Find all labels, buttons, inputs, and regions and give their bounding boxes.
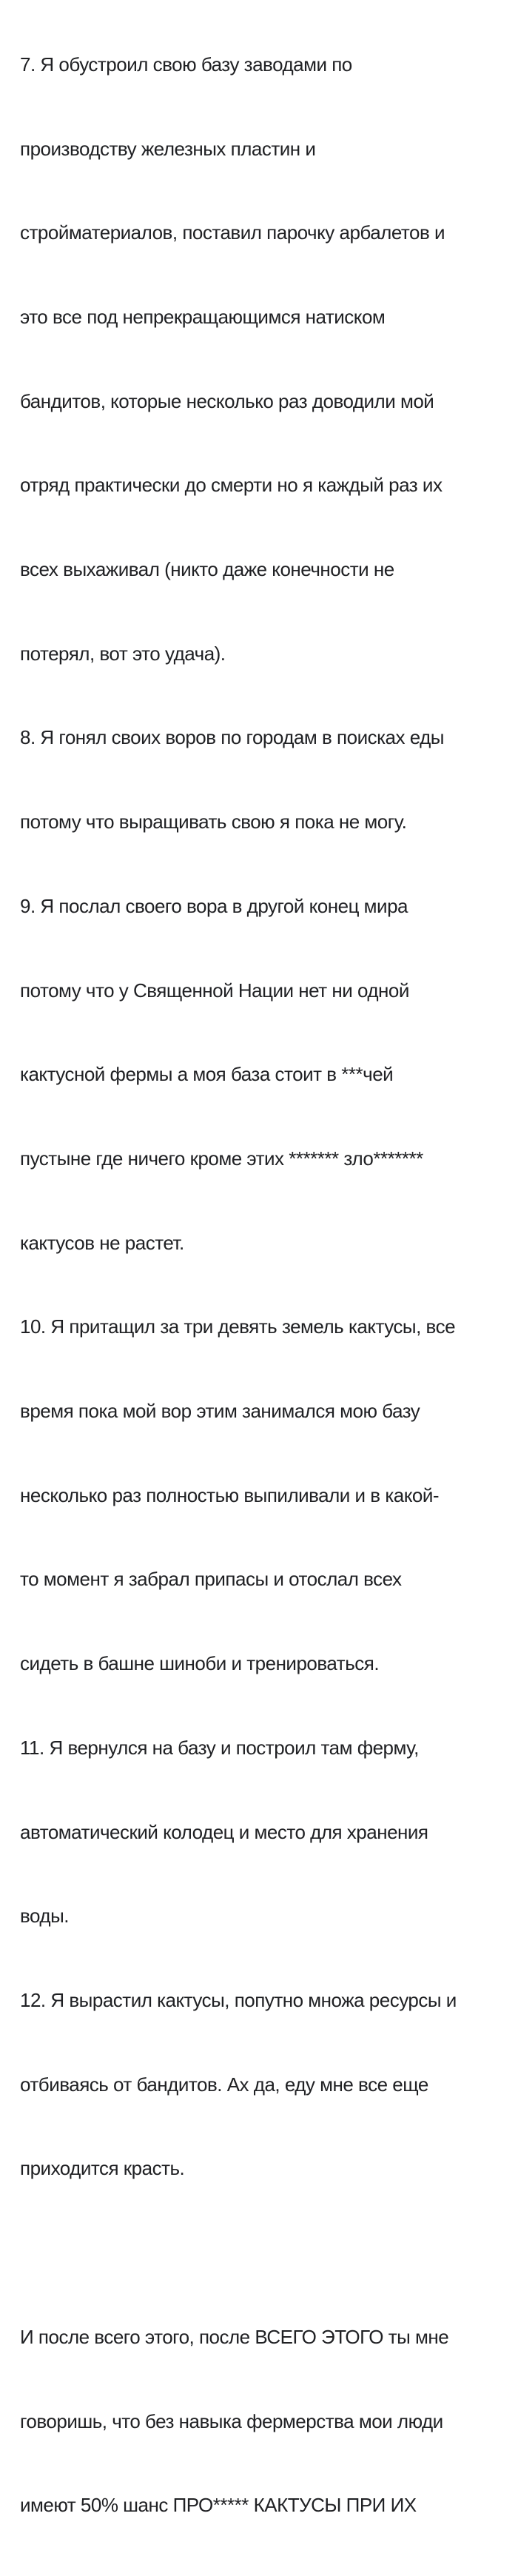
- text-line: 9. Я послал своего вора в другой конец мира: [20, 894, 408, 917]
- text-line: отбиваясь от бандитов. Ах да, еду мне все еще: [20, 2073, 428, 2096]
- text-line: сидеть в башне шиноби и тренироваться.: [20, 1652, 380, 1675]
- text-line: это все под непрекращающимся натиском: [20, 305, 386, 328]
- blank-line: [20, 2239, 508, 2267]
- text-line: кактусов не растет.: [20, 1231, 184, 1254]
- text-line: бандитов, которые несколько раз доводили мой: [20, 389, 434, 412]
- text-line: имеют 50% шанс ПРО***** КАКТУСЫ ПРИ ИХ: [20, 2494, 417, 2517]
- text-line: воды.: [20, 1905, 69, 1928]
- text-line: 10. Я притащил за три девять земель кактусы, все: [20, 1315, 456, 1338]
- text-line: приходится красть.: [20, 2157, 185, 2180]
- text-line: потому что у Священной Нации нет ни одной: [20, 979, 409, 1002]
- text-line: производству железных пластин и: [20, 137, 316, 160]
- text-line: 7. Я обустроил свою базу заводами по: [20, 53, 352, 76]
- text-line: 12. Я вырастил кактусы, попутно множа ресурсы и: [20, 1988, 457, 2011]
- text-line: потерял, вот это удача).: [20, 642, 226, 665]
- text-line: 11. Я вернулся на базу и построил там ферму,: [20, 1736, 419, 1759]
- text-line: говоришь, что без навыка фермерства мои люди: [20, 2409, 443, 2432]
- text-line: кактусной фермы а моя база стоит в ***чей: [20, 1063, 394, 1086]
- text-line: время пока мой вор этим занимался мою базу: [20, 1400, 420, 1423]
- text-line: отряд практически до смерти но я каждый раз их: [20, 474, 443, 497]
- text-line: несколько раз полностью выпиливали и в какой-: [20, 1483, 440, 1506]
- text-line: всех выхаживал (никто даже конечности не: [20, 558, 394, 581]
- article-text: [20, 0, 508, 2576]
- text-line: пустыне где ничего кроме этих ******* зло*******: [20, 1147, 423, 1170]
- text-line: И после всего этого, после ВСЕГО ЭТОГО ты мне: [20, 2325, 449, 2348]
- text-line: стройматериалов, поставил парочку арбалетов и: [20, 221, 445, 244]
- text-line: то момент я забрал припасы и отослал всех: [20, 1568, 402, 1591]
- text-line: автоматический колодец и место для хранения: [20, 1820, 428, 1843]
- text-line: 8. Я гонял своих воров по городам в поисках еды: [20, 726, 444, 749]
- text-line: потому что выращивать свою я пока не могу.: [20, 811, 407, 833]
